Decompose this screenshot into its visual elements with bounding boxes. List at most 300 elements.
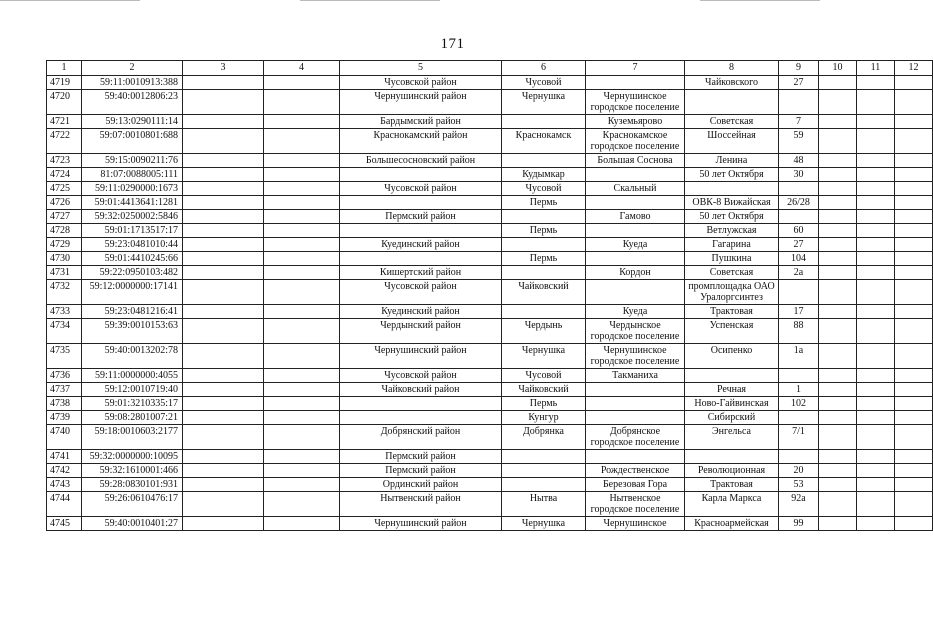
district-cell: Чусовской район [340,182,502,196]
cadastral-number-cell: 59:28:0830101:931 [82,478,183,492]
page-top-rule-mid [300,0,440,1]
district-cell: Чайковский район [340,383,502,397]
column-header-8: 8 [685,61,779,76]
cadastral-number-cell: 59:01:4410245:66 [82,252,183,266]
table-row [47,464,933,478]
column-11-cell [857,90,895,115]
district-cell: Чусовской район [340,369,502,383]
column-11-cell [857,115,895,129]
table-header [47,61,933,76]
column-4-cell [264,517,340,531]
column-4-cell [264,129,340,154]
column-4-cell [264,319,340,344]
column-4-cell [264,369,340,383]
row-number-cell: 4722 [47,129,82,154]
city-cell: Пермь [502,196,586,210]
cadastral-number-cell: 59:01:4413641:1281 [82,196,183,210]
column-4-cell [264,115,340,129]
table-row [47,383,933,397]
table-row [47,450,933,464]
table-row [47,344,933,369]
row-number-cell: 4731 [47,266,82,280]
table-row [47,182,933,196]
table-row [47,196,933,210]
column-10-cell [819,319,857,344]
cadastral-number-cell: 59:01:3210335:17 [82,397,183,411]
column-10-cell [819,224,857,238]
table-row [47,478,933,492]
row-number-cell: 4741 [47,450,82,464]
cadastral-number-cell: 59:26:0610476:17 [82,492,183,517]
column-10-cell [819,492,857,517]
column-header-9: 9 [779,61,819,76]
column-4-cell [264,168,340,182]
column-4-cell [264,411,340,425]
column-4-cell [264,238,340,252]
column-10-cell [819,182,857,196]
page-number: 171 [440,36,465,52]
street-cell: Трактовая [685,478,779,492]
column-3-cell [183,492,264,517]
table-row [47,492,933,517]
header-row [47,61,933,76]
column-10-cell [819,238,857,252]
street-cell: Успенская [685,319,779,344]
row-number-cell: 4720 [47,90,82,115]
column-12-cell [895,115,933,129]
table-body [47,76,933,531]
column-header-5: 5 [340,61,502,76]
cadastral-number-cell: 81:07:0088005:111 [82,168,183,182]
district-cell: Чусовской район [340,76,502,90]
street-cell: Пушкина [685,252,779,266]
column-header-11: 11 [857,61,895,76]
column-12-cell [895,224,933,238]
street-cell: Шоссейная [685,129,779,154]
street-cell: Ветлужская [685,224,779,238]
house-number-cell: 59 [779,129,819,154]
district-cell: Бардымский район [340,115,502,129]
row-number-cell: 4721 [47,115,82,129]
column-11-cell [857,383,895,397]
column-3-cell [183,450,264,464]
column-header-1: 1 [47,61,82,76]
row-number-cell: 4742 [47,464,82,478]
district-cell [340,397,502,411]
column-12-cell [895,478,933,492]
district-cell [340,196,502,210]
page-top-rule-right [700,0,820,1]
city-cell: Чусовой [502,182,586,196]
settlement-cell: Добрянское городское поселение [586,425,685,450]
column-3-cell [183,383,264,397]
district-cell: Пермский район [340,464,502,478]
cadastral-number-cell: 59:11:0290000:1673 [82,182,183,196]
house-number-cell: 48 [779,154,819,168]
column-12-cell [895,182,933,196]
city-cell: Краснокамск [502,129,586,154]
table-row [47,369,933,383]
column-12-cell [895,517,933,531]
table-row [47,238,933,252]
column-11-cell [857,450,895,464]
column-3-cell [183,280,264,305]
column-11-cell [857,210,895,224]
column-12-cell [895,196,933,210]
column-4-cell [264,252,340,266]
house-number-cell: 30 [779,168,819,182]
settlement-cell [586,397,685,411]
column-3-cell [183,319,264,344]
column-11-cell [857,266,895,280]
house-number-cell: 2а [779,266,819,280]
column-12-cell [895,319,933,344]
column-12-cell [895,305,933,319]
row-number-cell: 4732 [47,280,82,305]
street-cell: промплощадка ОАО Уралоргсинтез [685,280,779,305]
column-11-cell [857,344,895,369]
column-3-cell [183,305,264,319]
column-4-cell [264,154,340,168]
column-4-cell [264,266,340,280]
column-12-cell [895,492,933,517]
column-header-6: 6 [502,61,586,76]
column-11-cell [857,196,895,210]
street-cell: Трактовая [685,305,779,319]
column-11-cell [857,280,895,305]
column-11-cell [857,319,895,344]
cadastral-number-cell: 59:22:0950103:482 [82,266,183,280]
house-number-cell: 26/28 [779,196,819,210]
city-cell [502,115,586,129]
column-10-cell [819,76,857,90]
column-4-cell [264,90,340,115]
column-12-cell [895,154,933,168]
house-number-cell: 27 [779,76,819,90]
street-cell [685,90,779,115]
column-header-2: 2 [82,61,183,76]
district-cell: Куединский район [340,238,502,252]
column-3-cell [183,425,264,450]
street-cell: Карла Маркса [685,492,779,517]
cadastral-number-cell: 59:32:1610001:466 [82,464,183,478]
column-11-cell [857,517,895,531]
column-10-cell [819,305,857,319]
settlement-cell: Такманиха [586,369,685,383]
city-cell: Чернушка [502,90,586,115]
column-3-cell [183,517,264,531]
column-3-cell [183,90,264,115]
settlement-cell: Куземьярово [586,115,685,129]
column-3-cell [183,397,264,411]
column-12-cell [895,238,933,252]
cadastral-number-cell: 59:12:0010719:40 [82,383,183,397]
cadastral-number-cell: 59:39:0010153:63 [82,319,183,344]
district-cell: Чернушинский район [340,517,502,531]
street-cell [685,369,779,383]
column-10-cell [819,280,857,305]
city-cell [502,238,586,252]
column-10-cell [819,210,857,224]
district-cell: Пермский район [340,450,502,464]
street-cell: ОВК-8 Вижайская [685,196,779,210]
column-header-7: 7 [586,61,685,76]
district-cell: Чусовской район [340,280,502,305]
city-cell [502,305,586,319]
column-10-cell [819,90,857,115]
settlement-cell [586,252,685,266]
settlement-cell [586,196,685,210]
row-number-cell: 4730 [47,252,82,266]
column-3-cell [183,238,264,252]
house-number-cell: 88 [779,319,819,344]
column-10-cell [819,252,857,266]
city-cell: Добрянка [502,425,586,450]
column-12-cell [895,344,933,369]
column-4-cell [264,196,340,210]
settlement-cell: Березовая Гора [586,478,685,492]
house-number-cell: 1а [779,344,819,369]
column-3-cell [183,464,264,478]
street-cell: Советская [685,266,779,280]
house-number-cell [779,411,819,425]
house-number-cell: 60 [779,224,819,238]
city-cell: Кунгур [502,411,586,425]
column-10-cell [819,478,857,492]
district-cell [340,252,502,266]
cadastral-number-cell: 59:15:0090211:76 [82,154,183,168]
street-cell: Энгельса [685,425,779,450]
column-12-cell [895,210,933,224]
column-11-cell [857,252,895,266]
row-number-cell: 4735 [47,344,82,369]
column-10-cell [819,397,857,411]
row-number-cell: 4733 [47,305,82,319]
settlement-cell [586,411,685,425]
house-number-cell: 53 [779,478,819,492]
city-cell: Чусовой [502,369,586,383]
table-row [47,154,933,168]
column-4-cell [264,305,340,319]
district-cell: Кишертский район [340,266,502,280]
column-12-cell [895,90,933,115]
street-cell: Гагарина [685,238,779,252]
column-header-10: 10 [819,61,857,76]
column-3-cell [183,196,264,210]
column-3-cell [183,182,264,196]
house-number-cell: 104 [779,252,819,266]
row-number-cell: 4719 [47,76,82,90]
city-cell: Чернушка [502,517,586,531]
house-number-cell: 99 [779,517,819,531]
column-11-cell [857,224,895,238]
column-3-cell [183,154,264,168]
settlement-cell [586,224,685,238]
column-3-cell [183,252,264,266]
settlement-cell: Чернушинское [586,517,685,531]
column-10-cell [819,115,857,129]
row-number-cell: 4740 [47,425,82,450]
row-number-cell: 4724 [47,168,82,182]
column-10-cell [819,425,857,450]
row-number-cell: 4727 [47,210,82,224]
cadastral-number-cell: 59:23:0481010:44 [82,238,183,252]
city-cell: Чердынь [502,319,586,344]
house-number-cell: 20 [779,464,819,478]
column-4-cell [264,383,340,397]
row-number-cell: 4734 [47,319,82,344]
house-number-cell: 27 [779,238,819,252]
row-number-cell: 4726 [47,196,82,210]
street-cell: Красноармейская [685,517,779,531]
column-12-cell [895,464,933,478]
column-4-cell [264,397,340,411]
settlement-cell [586,280,685,305]
cadastral-number-cell: 59:08:2801007:21 [82,411,183,425]
street-cell: 50 лет Октября [685,210,779,224]
column-4-cell [264,464,340,478]
district-cell: Пермский район [340,210,502,224]
column-11-cell [857,76,895,90]
district-cell: Чердынский район [340,319,502,344]
cadastral-number-cell: 59:13:0290111:14 [82,115,183,129]
column-10-cell [819,383,857,397]
city-cell [502,478,586,492]
district-cell: Нытвенский район [340,492,502,517]
column-4-cell [264,76,340,90]
column-3-cell [183,266,264,280]
table-row [47,397,933,411]
settlement-cell: Рождественское [586,464,685,478]
settlement-cell: Чердынское городское поселение [586,319,685,344]
house-number-cell [779,182,819,196]
house-number-cell [779,450,819,464]
column-3-cell [183,210,264,224]
column-header-3: 3 [183,61,264,76]
settlement-cell: Чернушинское городское поселение [586,90,685,115]
column-12-cell [895,450,933,464]
column-4-cell [264,450,340,464]
column-12-cell [895,369,933,383]
district-cell [340,224,502,238]
column-4-cell [264,224,340,238]
column-11-cell [857,464,895,478]
column-10-cell [819,369,857,383]
column-4-cell [264,425,340,450]
row-number-cell: 4745 [47,517,82,531]
city-cell: Кудымкар [502,168,586,182]
cadastral-number-cell: 59:12:0000000:17141 [82,280,183,305]
column-12-cell [895,397,933,411]
row-number-cell: 4723 [47,154,82,168]
table-row [47,76,933,90]
column-11-cell [857,182,895,196]
table-row [47,115,933,129]
column-12-cell [895,129,933,154]
row-number-cell: 4739 [47,411,82,425]
table-row [47,411,933,425]
column-11-cell [857,492,895,517]
column-12-cell [895,383,933,397]
street-cell: Ленина [685,154,779,168]
column-4-cell [264,210,340,224]
cadastral-number-cell: 59:23:0481216:41 [82,305,183,319]
city-cell: Пермь [502,224,586,238]
table-row [47,168,933,182]
column-11-cell [857,478,895,492]
street-cell: Революционная [685,464,779,478]
row-number-cell: 4725 [47,182,82,196]
city-cell: Пермь [502,252,586,266]
street-cell: Сибирский [685,411,779,425]
city-cell: Пермь [502,397,586,411]
column-4-cell [264,344,340,369]
column-3-cell [183,369,264,383]
district-cell: Добрянский район [340,425,502,450]
house-number-cell: 92а [779,492,819,517]
row-number-cell: 4736 [47,369,82,383]
city-cell [502,266,586,280]
settlement-cell [586,383,685,397]
cadastral-number-cell: 59:11:0000000:4055 [82,369,183,383]
row-number-cell: 4729 [47,238,82,252]
settlement-cell: Скальный [586,182,685,196]
column-11-cell [857,369,895,383]
column-4-cell [264,492,340,517]
house-number-cell [779,369,819,383]
column-10-cell [819,266,857,280]
district-cell: Краснокамский район [340,129,502,154]
column-4-cell [264,182,340,196]
registry-table [46,60,933,531]
cadastral-number-cell: 59:40:0010401:27 [82,517,183,531]
column-11-cell [857,305,895,319]
column-11-cell [857,238,895,252]
column-10-cell [819,344,857,369]
column-3-cell [183,129,264,154]
house-number-cell [779,90,819,115]
city-cell: Чусовой [502,76,586,90]
row-number-cell: 4728 [47,224,82,238]
house-number-cell: 7/1 [779,425,819,450]
column-10-cell [819,129,857,154]
house-number-cell: 17 [779,305,819,319]
district-cell: Чернушинский район [340,90,502,115]
table-row [47,266,933,280]
table-row [47,90,933,115]
column-10-cell [819,464,857,478]
settlement-cell [586,450,685,464]
column-4-cell [264,478,340,492]
column-10-cell [819,154,857,168]
house-number-cell [779,280,819,305]
street-cell [685,182,779,196]
column-12-cell [895,76,933,90]
column-12-cell [895,411,933,425]
column-11-cell [857,411,895,425]
settlement-cell: Нытвенское городское поселение [586,492,685,517]
column-12-cell [895,280,933,305]
cadastral-number-cell: 59:32:0250002:5846 [82,210,183,224]
district-cell: Куединский район [340,305,502,319]
column-10-cell [819,411,857,425]
column-3-cell [183,168,264,182]
column-11-cell [857,425,895,450]
column-11-cell [857,397,895,411]
column-10-cell [819,517,857,531]
column-12-cell [895,252,933,266]
settlement-cell: Кордон [586,266,685,280]
